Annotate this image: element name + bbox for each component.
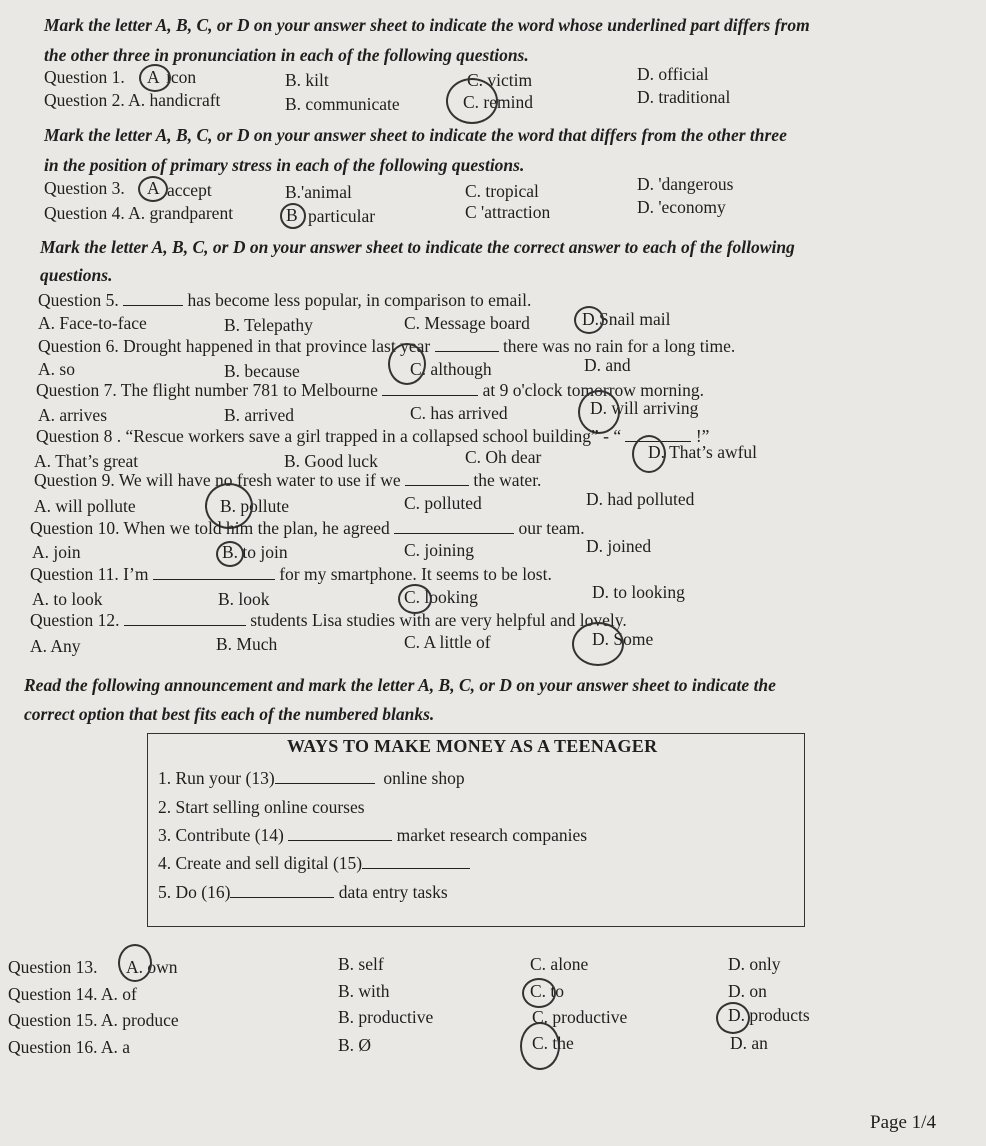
q10-option-a[interactable]: A. join (32, 542, 81, 562)
announcement-title: WAYS TO MAKE MONEY AS A TEENAGER (287, 736, 658, 756)
q12-stem-start: Question 12. (30, 610, 120, 630)
q6-option-c[interactable]: C. although (410, 359, 492, 379)
q11-blank[interactable] (153, 579, 275, 580)
q10-option-c[interactable]: C. joining (404, 540, 475, 560)
q10-option-b[interactable]: B. to join (222, 542, 288, 562)
announcement-item-4 (158, 853, 470, 874)
announcement-item-2: 2. Start selling online courses (158, 797, 365, 817)
q8-stem-end: !” (695, 426, 710, 446)
q1-option-c[interactable]: C. victim (467, 70, 533, 90)
q6-option-b[interactable]: B. because (224, 361, 300, 381)
q1-option-a-letter[interactable]: A (147, 67, 160, 87)
section4-instruction-line1: Read the following announcement and mark the letter A, B, C, or D on your answer sheet to indicate the (24, 675, 776, 695)
q16-option-c[interactable]: C. the (532, 1033, 574, 1053)
q2-option-b[interactable]: B. communicate (285, 94, 400, 114)
q10-option-d[interactable]: D. joined (586, 536, 652, 556)
blank-13[interactable] (275, 783, 375, 784)
q1-label: Question 1. (44, 67, 125, 87)
q5-blank[interactable] (123, 305, 183, 306)
q7-option-b[interactable]: B. arrived (224, 405, 294, 425)
blank-14[interactable] (288, 840, 392, 841)
q3-label: Question 3. (44, 178, 125, 198)
q5-option-c[interactable]: C. Message board (404, 313, 530, 333)
q7-blank[interactable] (382, 395, 478, 396)
q11-option-b[interactable]: B. look (218, 589, 270, 609)
q9-blank[interactable] (405, 485, 469, 486)
item5-text-end: data entry tasks (338, 882, 448, 902)
q3-option-a[interactable]: accept (167, 180, 212, 200)
item4-text-start: 4. Create and sell digital (15) (158, 853, 363, 873)
section3-instruction-line2: questions. (40, 265, 113, 285)
q16-label: Question 16. A. a (8, 1037, 131, 1057)
announcement-item-3 (158, 825, 587, 846)
item1-text-end: online shop (383, 768, 465, 788)
q3-option-b[interactable]: B.'animal (285, 182, 352, 202)
q16-option-d[interactable]: D. an (730, 1033, 768, 1053)
q7-stem-start: Question 7. The flight number 781 to Melbourne (36, 380, 378, 400)
q15-option-d[interactable]: D. products (728, 1005, 810, 1025)
q1-option-b[interactable]: B. kilt (285, 70, 329, 90)
q14-option-b[interactable]: B. with (338, 981, 390, 1001)
q6-stem (38, 336, 735, 357)
section1-instruction-line1: Mark the letter A, B, C, or D on your answer sheet to indicate the word whose underlined part differs from (44, 15, 810, 35)
section2-instruction-line1: Mark the letter A, B, C, or D on your answer sheet to indicate the word that differs from the other three (44, 125, 787, 145)
q5-option-d[interactable]: D.Snail mail (582, 309, 671, 329)
blank-16[interactable] (230, 897, 334, 898)
q10-stem-end: our team. (518, 518, 585, 538)
q8-stem (36, 426, 709, 447)
q6-option-d[interactable]: D. and (584, 355, 631, 375)
page-number: Page 1/4 (870, 1112, 936, 1133)
q7-option-c[interactable]: C. has arrived (410, 403, 508, 423)
q12-stem-end: students Lisa studies with are very helpful and lovely. (250, 610, 627, 630)
q5-stem-end: has become less popular, in comparison to email. (187, 290, 532, 310)
q10-blank[interactable] (394, 533, 514, 534)
section3-instruction-line1: Mark the letter A, B, C, or D on your answer sheet to indicate the correct answer to each of the following (40, 237, 795, 257)
q11-stem (30, 564, 552, 585)
blank-15[interactable] (362, 868, 470, 869)
q5-option-b[interactable]: B. Telepathy (224, 315, 313, 335)
q9-option-d[interactable]: D. had polluted (586, 489, 695, 509)
q13-option-c[interactable]: C. alone (530, 954, 589, 974)
q15-label: Question 15. A. produce (8, 1010, 179, 1030)
q15-option-c[interactable]: C. productive (532, 1007, 628, 1027)
q8-option-d[interactable]: D. That’s awful (648, 442, 758, 462)
q11-option-a[interactable]: A. to look (32, 589, 103, 609)
q9-option-b[interactable]: B. pollute (220, 496, 290, 516)
q12-blank[interactable] (124, 625, 246, 626)
q2-label: Question 2. A. handicraft (44, 90, 221, 110)
q9-stem-end: the water. (473, 470, 542, 490)
section1-instruction-line2: the other three in pronunciation in each of the following questions. (44, 45, 529, 65)
announcement-item-5 (158, 882, 448, 903)
q7-stem-end: at 9 o'clock tomorrow morning. (482, 380, 704, 400)
q11-stem-start: Question 11. I’m (30, 564, 149, 584)
q11-option-c[interactable]: C. looking (404, 587, 478, 607)
item3-text-start: 3. Contribute (14) (158, 825, 284, 845)
q15-option-b[interactable]: B. productive (338, 1007, 434, 1027)
q7-option-d[interactable]: D. will arriving (590, 398, 699, 418)
q4-option-d[interactable]: D. 'economy (637, 197, 726, 217)
q1-option-d[interactable]: D. official (637, 64, 709, 84)
q8-option-c[interactable]: C. Oh dear (465, 447, 542, 467)
q8-stem-start: Question 8 . “Rescue workers save a girl trapped in a collapsed school building” - “ (36, 426, 622, 446)
q8-option-a[interactable]: A. That’s great (34, 451, 139, 471)
q12-option-a[interactable]: A. Any (30, 636, 81, 656)
q7-option-a[interactable]: A. arrives (38, 405, 108, 425)
q6-option-a[interactable]: A. so (38, 359, 75, 379)
q13-option-a[interactable]: A. own (126, 957, 178, 977)
q4-option-c[interactable]: C 'attraction (465, 202, 551, 222)
q2-option-d[interactable]: D. traditional (637, 87, 731, 107)
q13-option-d[interactable]: D. only (728, 954, 781, 974)
q12-option-c[interactable]: C. A little of (404, 632, 491, 652)
q12-stem (30, 610, 627, 631)
item3-text-end: market research companies (396, 825, 588, 845)
q6-blank[interactable] (435, 351, 499, 352)
q1-option-a[interactable]: icon (166, 67, 197, 87)
q5-option-a[interactable]: A. Face-to-face (38, 313, 147, 333)
q3-option-d[interactable]: D. 'dangerous (637, 174, 734, 194)
q4-option-b-letter[interactable]: B (286, 205, 298, 225)
q14-option-c[interactable]: C. to (530, 981, 565, 1001)
q4-option-b[interactable]: particular (308, 206, 376, 226)
q11-stem-end: for my smartphone. It seems to be lost. (279, 564, 552, 584)
q9-option-a[interactable]: A. will pollute (34, 496, 136, 516)
q14-option-d[interactable]: D. on (728, 981, 767, 1001)
q3-option-c[interactable]: C. tropical (465, 181, 539, 201)
q16-option-b[interactable]: B. Ø (338, 1035, 372, 1055)
q9-stem (34, 470, 541, 491)
q5-stem-start: Question 5. (38, 290, 119, 310)
section2-instruction-line2: in the position of primary stress in each of the following questions. (44, 155, 525, 175)
q10-stem (30, 518, 585, 539)
q2-option-c[interactable]: C. remind (463, 92, 533, 112)
q4-label: Question 4. A. grandparent (44, 203, 234, 223)
announcement-item-1 (158, 768, 465, 789)
item5-text-start: 5. Do (16) (158, 882, 231, 902)
q8-option-b[interactable]: B. Good luck (284, 451, 378, 471)
q9-option-c[interactable]: C. polluted (404, 493, 482, 513)
q13-option-b[interactable]: B. self (338, 954, 384, 974)
q14-label: Question 14. A. of (8, 984, 137, 1004)
q9-stem-start: Question 9. We will have no fresh water to use if we (34, 470, 401, 490)
section4-instruction-line2: correct option that best fits each of the numbered blanks. (24, 704, 435, 724)
item1-text-start: 1. Run your (13) (158, 768, 275, 788)
q10-stem-start: Question 10. When we told him the plan, he agreed (30, 518, 390, 538)
q6-stem-start: Question 6. Drought happened in that province last year (38, 336, 431, 356)
q12-option-d[interactable]: D. Some (592, 629, 654, 649)
q12-option-b[interactable]: B. Much (216, 634, 278, 654)
q13-label: Question 13. (8, 957, 98, 977)
q3-option-a-letter[interactable]: A (147, 178, 160, 198)
q6-stem-end: there was no rain for a long time. (502, 336, 736, 356)
q11-option-d[interactable]: D. to looking (592, 582, 685, 602)
q5-stem (38, 290, 531, 311)
